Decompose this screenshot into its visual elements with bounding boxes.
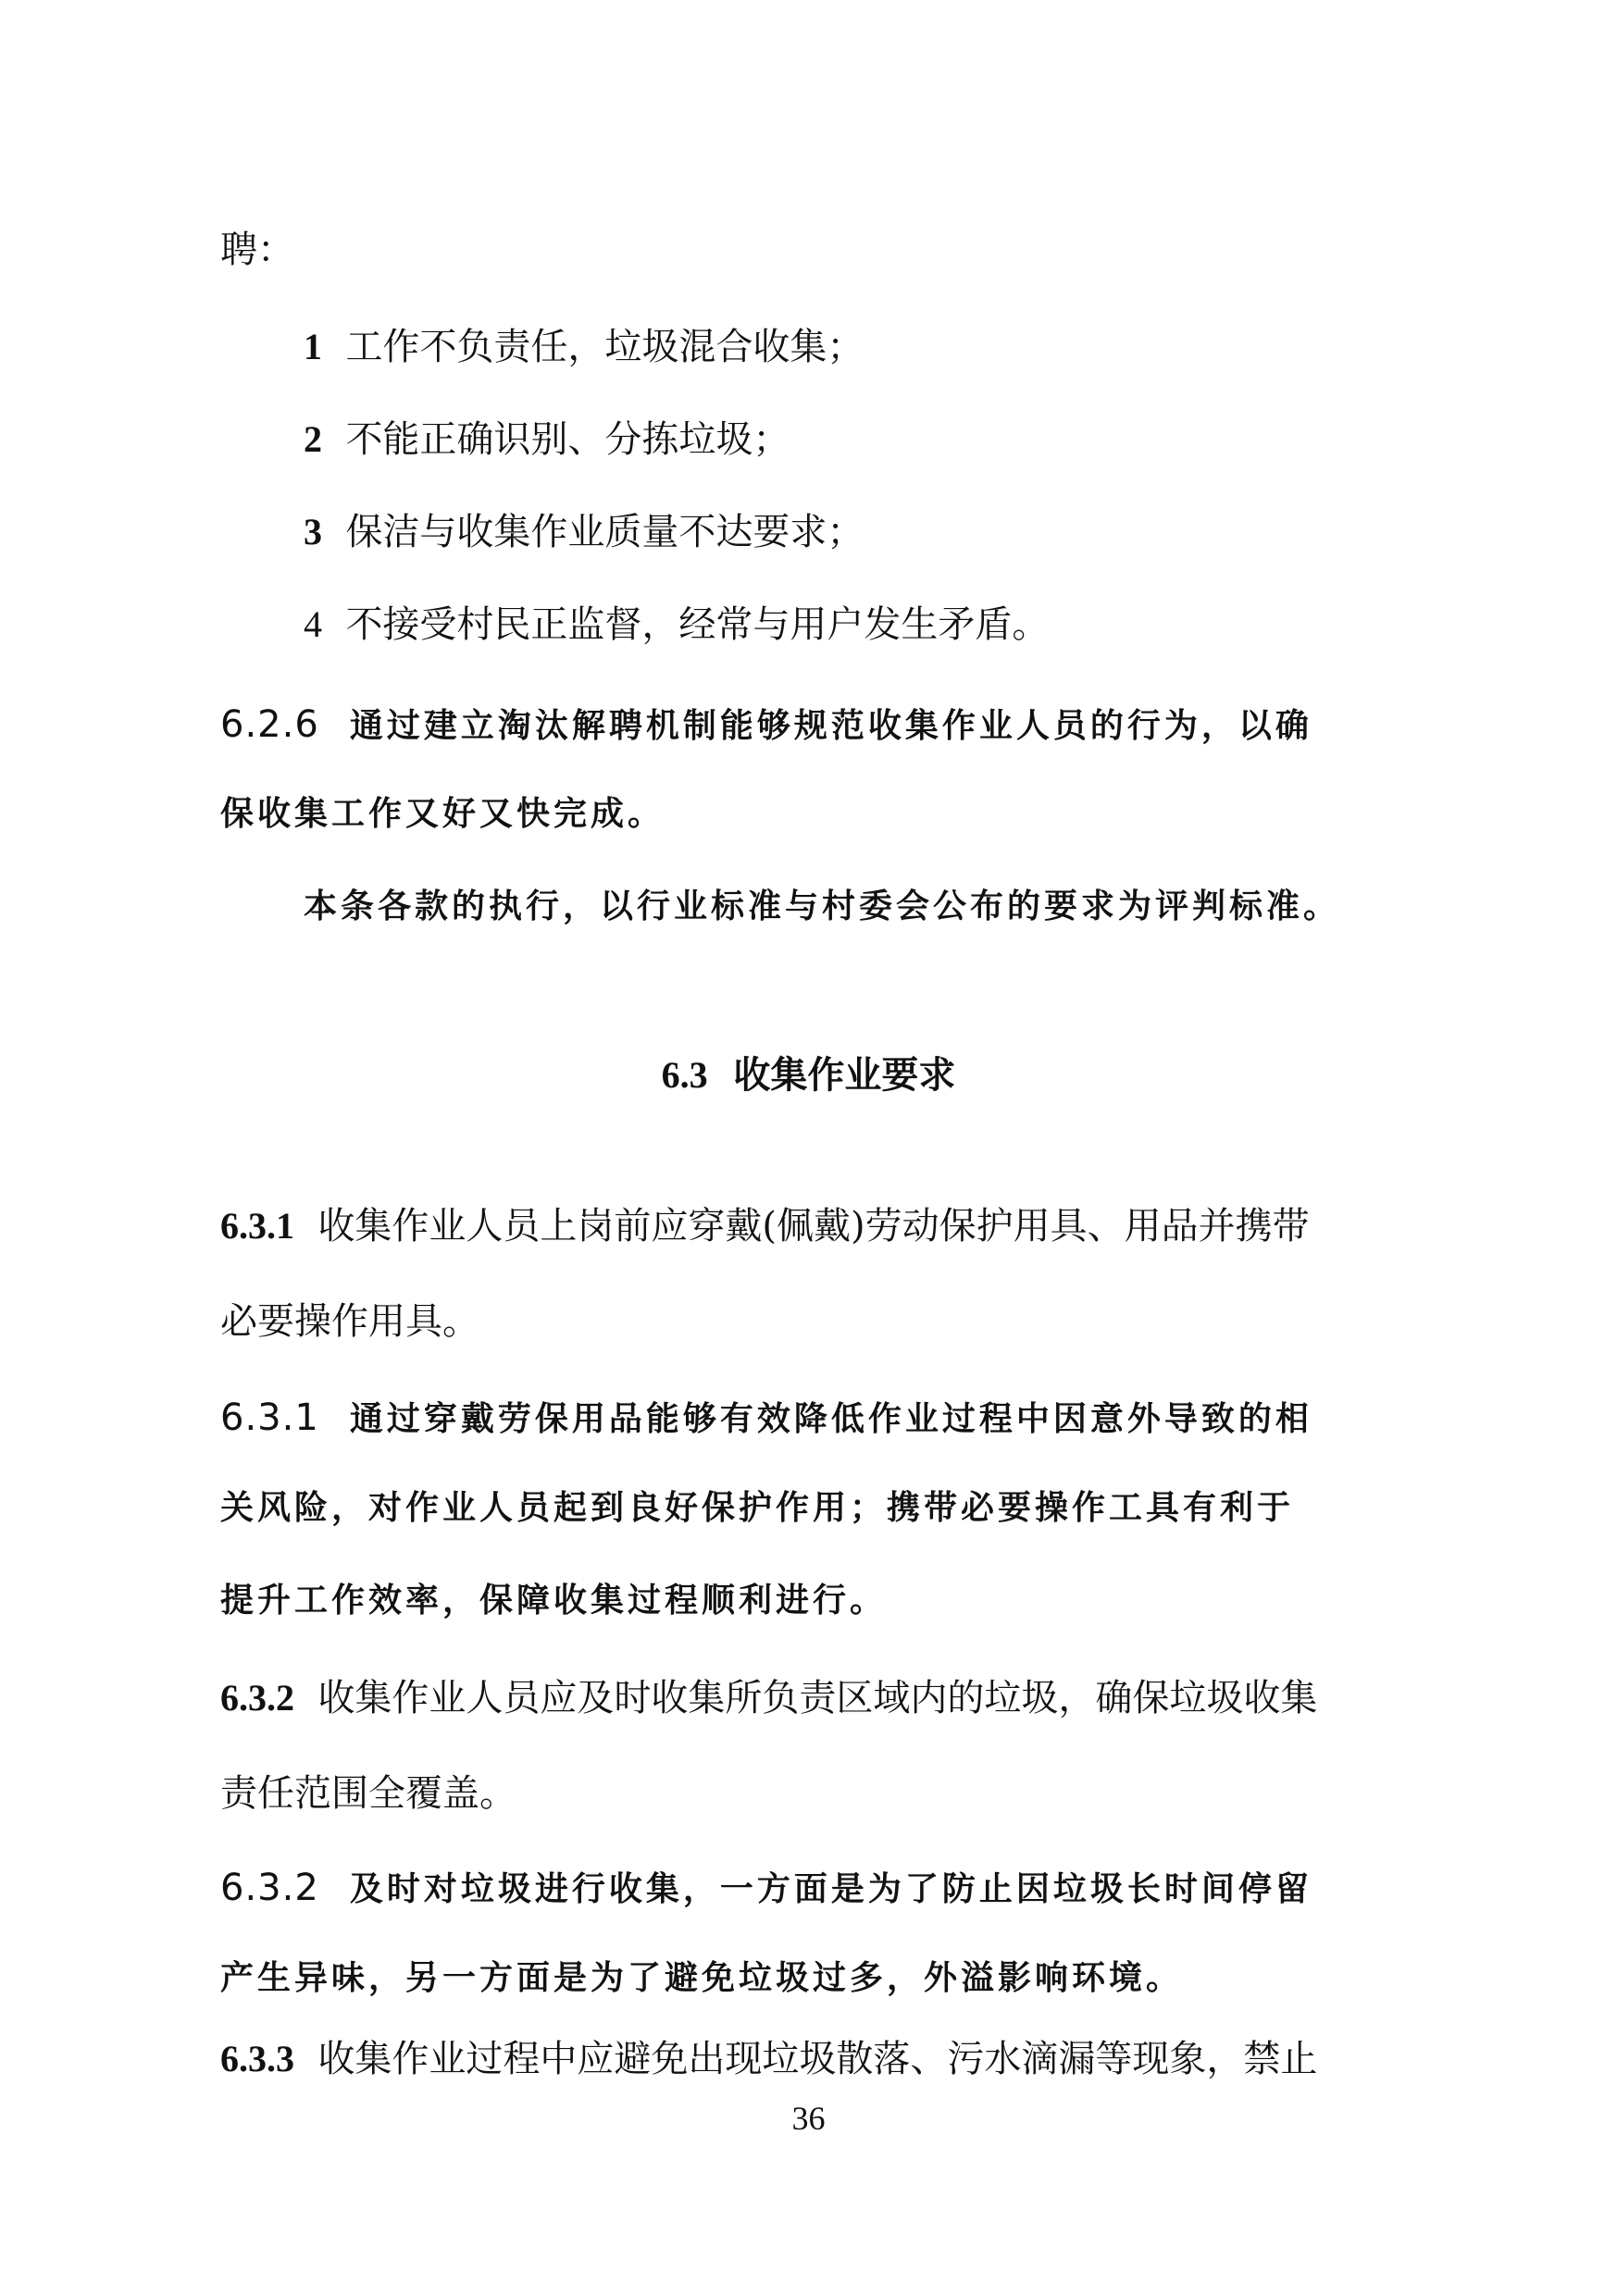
note-text: 产生异味，另一方面是为了避免垃圾过多，外溢影响环境。 [220, 1959, 1184, 1997]
list-item [304, 603, 1050, 646]
note-paragraph-cont [220, 1959, 1184, 1997]
page-number: 36 [791, 2100, 826, 2137]
list-number: 3 [304, 511, 322, 552]
note-text: 通过建立淘汰解聘机制能够规范收集作业人员的行为，以确 [349, 707, 1312, 745]
clause-text: 必要操作用具。 [220, 1300, 479, 1343]
list-item [304, 511, 864, 553]
list-number: 2 [304, 418, 322, 460]
note-text: 关风险，对作业人员起到良好保护作用；携带必要操作工具有利于 [220, 1489, 1295, 1527]
clause-text: 收集作业人员上岗前应穿戴(佩戴)劳动保护用具、用品并携带 [317, 1205, 1310, 1247]
clause-text: 收集作业人员应及时收集所负责区域内的垃圾，确保垃圾收集 [317, 1677, 1318, 1719]
note-paragraph [220, 703, 1312, 746]
note-paragraph-cont [220, 1489, 1295, 1527]
clause-paragraph [220, 2038, 1318, 2080]
list-text: 不接受村民正监督，经常与用户发生矛盾。 [345, 603, 1050, 646]
note-paragraph [220, 1396, 1312, 1439]
text: 聘： [220, 229, 294, 271]
list-text: 不能正确识别、分拣垃圾； [345, 418, 790, 461]
note-paragraph-cont [220, 1584, 887, 1618]
list-text: 保洁与收集作业质量不达要求； [345, 511, 864, 553]
clause-text: 责任范围全覆盖。 [220, 1772, 516, 1815]
line-continuation [220, 229, 294, 271]
list-number: 4 [304, 603, 322, 645]
clause-number: 6.3.1 [220, 1396, 319, 1439]
note-text: 保收集工作又好又快完成。 [220, 795, 665, 833]
clause-paragraph-cont [220, 1300, 479, 1343]
clause-paragraph [220, 1205, 1310, 1247]
note-text: 本条各款的执行，以行业标准与村委会公布的要求为评判标准。 [304, 887, 1341, 925]
note-text: 提升工作效率，保障收集过程顺利进行。 [220, 1582, 888, 1620]
note-paragraph [304, 887, 1341, 925]
list-item [304, 326, 864, 368]
clause-number: 6.3.1 [220, 1205, 294, 1247]
section-number: 6.3 [661, 1054, 708, 1096]
clause-text: 收集作业过程中应避免出现垃圾散落、污水滴漏等现象，禁止 [317, 2038, 1318, 2080]
clause-number: 6.3.3 [220, 2038, 294, 2079]
note-text: 通过穿戴劳保用品能够有效降低作业过程中因意外导致的相 [349, 1400, 1312, 1438]
list-item [304, 418, 790, 461]
clause-number: 6.3.2 [220, 1677, 294, 1719]
section-heading [0, 1046, 1617, 1098]
clause-paragraph [220, 1677, 1318, 1719]
note-paragraph [220, 1867, 1312, 1909]
note-paragraph-cont [220, 795, 665, 833]
clause-number: 6.2.6 [220, 703, 319, 746]
section-title: 收集作业要求 [733, 1054, 956, 1097]
clause-number: 6.3.2 [220, 1867, 319, 1909]
note-text: 及时对垃圾进行收集，一方面是为了防止因垃圾长时间停留 [349, 1870, 1312, 1908]
list-text: 工作不负责任，垃圾混合收集； [345, 326, 864, 368]
list-number: 1 [304, 326, 322, 367]
clause-paragraph-cont [220, 1772, 516, 1815]
